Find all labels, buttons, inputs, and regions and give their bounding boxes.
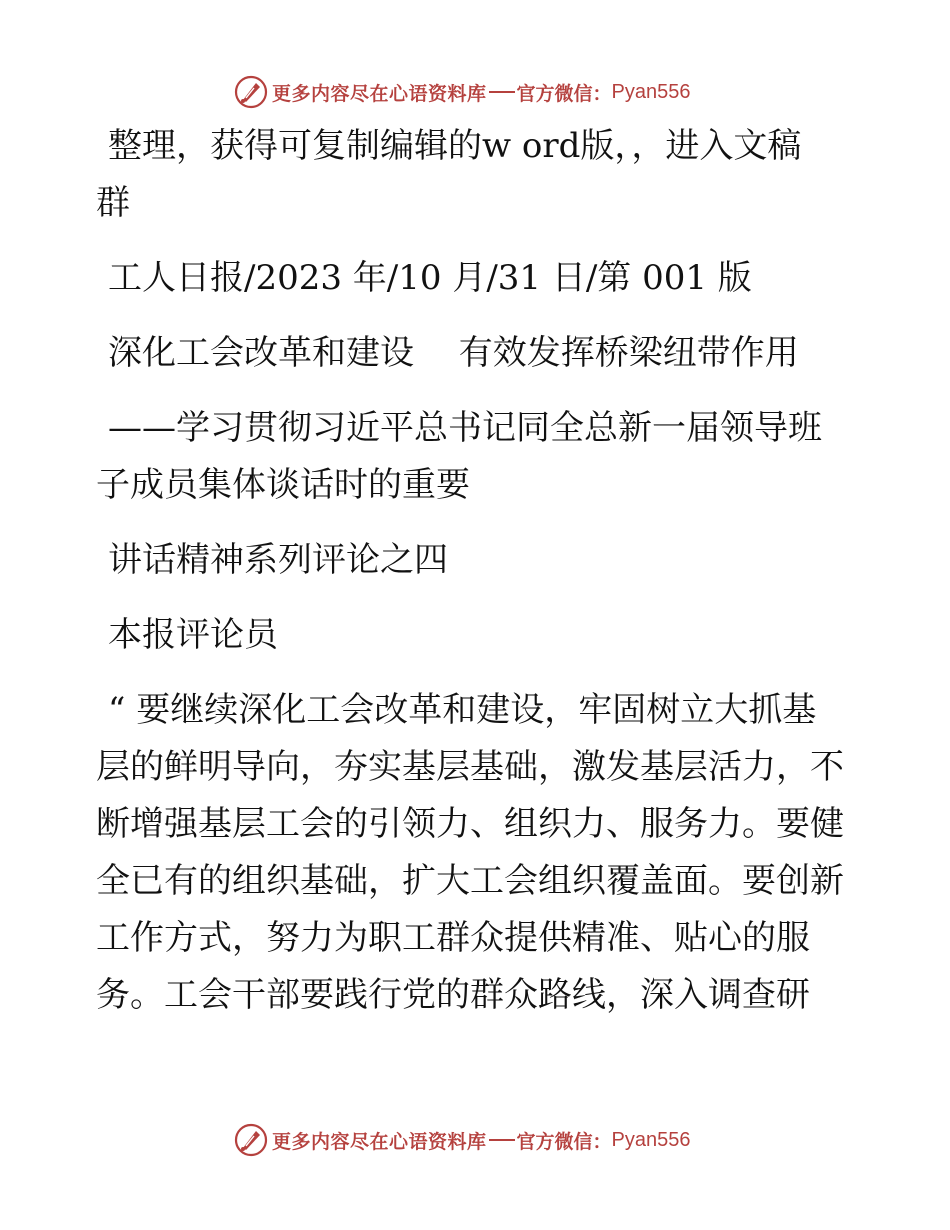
body-line: 断增强基层工会的引领力、组织力、服务力。要健 [96, 804, 844, 844]
source-line: 工人日报/2023 年/10 月/31 日/第 001 版 [108, 258, 752, 298]
banner-dash [489, 91, 515, 93]
footer-banner [234, 1120, 714, 1160]
banner-slogan: 更多内容尽在心语资料库 [272, 1130, 487, 1153]
body-line: 层的鲜明导向，夯实基层基础，激发基层活力，不 [96, 747, 844, 787]
body-line: 务。工会干部要践行党的群众路线，深入调查研 [96, 975, 810, 1015]
banner-dash [489, 1139, 515, 1141]
body-line: “ 要继续深化工会改革和建设，牢固树立大抓基 [108, 690, 817, 730]
subtitle-line-3: 讲话精神系列评论之四 [108, 540, 448, 580]
header-banner [234, 72, 714, 112]
banner-wechat-id: Pyan556 [611, 80, 691, 103]
banner-slogan: 更多内容尽在心语资料库 [272, 82, 487, 105]
banner-official-label: 官方微信： [516, 1130, 612, 1153]
document-body [96, 118, 856, 1024]
subtitle-line-1: ——学习贯彻习近平总书记同全总新一届领导班 [108, 408, 822, 448]
banner-wechat-id: Pyan556 [611, 1128, 691, 1151]
article-title: 深化工会改革和建设 有效发挥桥梁纽带作用 [108, 333, 799, 373]
body-paragraph [96, 682, 856, 1024]
banner-official-label: 官方微信： [516, 82, 612, 105]
author-line: 本报评论员 [108, 615, 278, 655]
quill-pen-logo-icon [234, 1123, 268, 1157]
intro-line-2: 群 [96, 183, 130, 223]
intro-line-1: 整理，获得可复制编辑的w ord版，，进入文稿 [108, 126, 802, 166]
body-line: 全已有的组织基础，扩大工会组织覆盖面。要创新 [96, 861, 844, 901]
quill-pen-logo-icon [234, 75, 268, 109]
body-line: 工作方式，努力为职工群众提供精准、贴心的服 [96, 918, 810, 958]
subtitle-line-2: 子成员集体谈话时的重要 [96, 465, 470, 505]
